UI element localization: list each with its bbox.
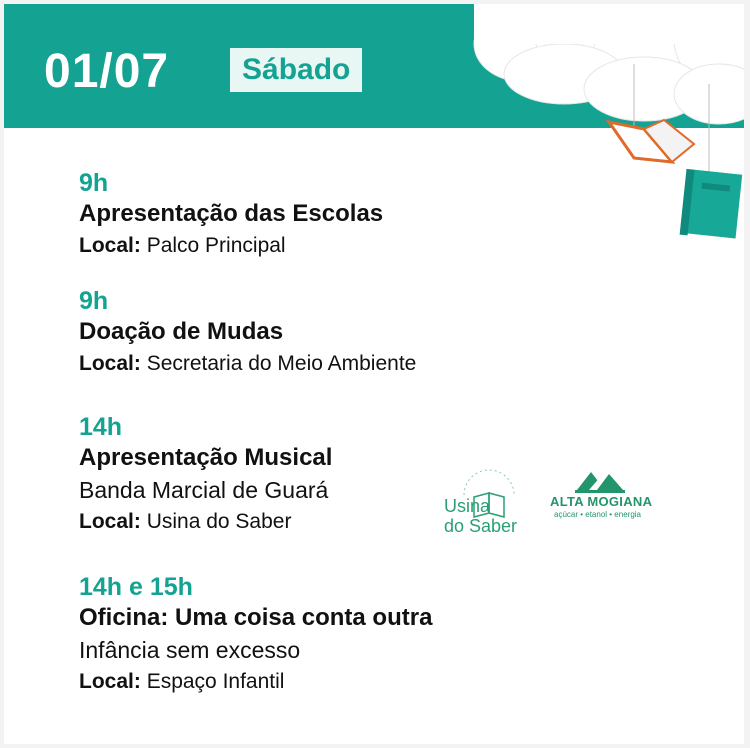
event-subtitle: Infância sem excesso bbox=[79, 637, 301, 663]
event-time: 9h bbox=[79, 287, 109, 315]
event-subtitle: Banda Marcial de Guará bbox=[79, 477, 329, 503]
schedule-card bbox=[4, 4, 744, 744]
event-location bbox=[79, 506, 332, 538]
location-value: Secretaria do Meio Ambiente bbox=[146, 352, 417, 375]
event-location bbox=[79, 230, 383, 262]
usina-line-2: do Saber bbox=[444, 516, 518, 536]
usina-logo-text bbox=[444, 496, 534, 536]
event-time: 14h bbox=[79, 413, 123, 441]
location-label: Local: bbox=[79, 234, 141, 257]
open-book-icon bbox=[609, 120, 694, 162]
usina-line-1: Usina bbox=[444, 496, 491, 516]
alta-mogiana-name: ALTA MOGIANA bbox=[550, 494, 653, 509]
event-title: Oficina: Uma coisa conta outra bbox=[79, 604, 433, 631]
alta-mogiana-logo-icon bbox=[549, 470, 659, 494]
clouds-icon bbox=[474, 4, 744, 124]
event-location bbox=[79, 666, 432, 698]
date-heading: 01/07 bbox=[44, 45, 170, 98]
location-label: Local: bbox=[79, 352, 141, 375]
event-3 bbox=[79, 412, 332, 538]
event-title: Doação de Mudas bbox=[79, 318, 284, 345]
location-value: Espaço Infantil bbox=[146, 670, 285, 693]
event-4 bbox=[79, 572, 432, 698]
location-label: Local: bbox=[79, 670, 141, 693]
day-badge: Sábado bbox=[230, 48, 362, 92]
event-location bbox=[79, 348, 416, 380]
event-title: Apresentação das Escolas bbox=[79, 200, 384, 227]
event-1 bbox=[79, 168, 383, 262]
event-2 bbox=[79, 286, 416, 380]
green-book-icon bbox=[680, 169, 743, 240]
location-value: Palco Principal bbox=[146, 234, 286, 257]
location-label: Local: bbox=[79, 510, 141, 533]
location-value: Usina do Saber bbox=[146, 510, 292, 533]
event-title: Apresentação Musical bbox=[79, 444, 333, 471]
alta-mogiana-tagline: açúcar • etanol • energia bbox=[554, 510, 641, 519]
event-time: 9h bbox=[79, 169, 109, 197]
event-time: 14h e 15h bbox=[79, 573, 193, 601]
